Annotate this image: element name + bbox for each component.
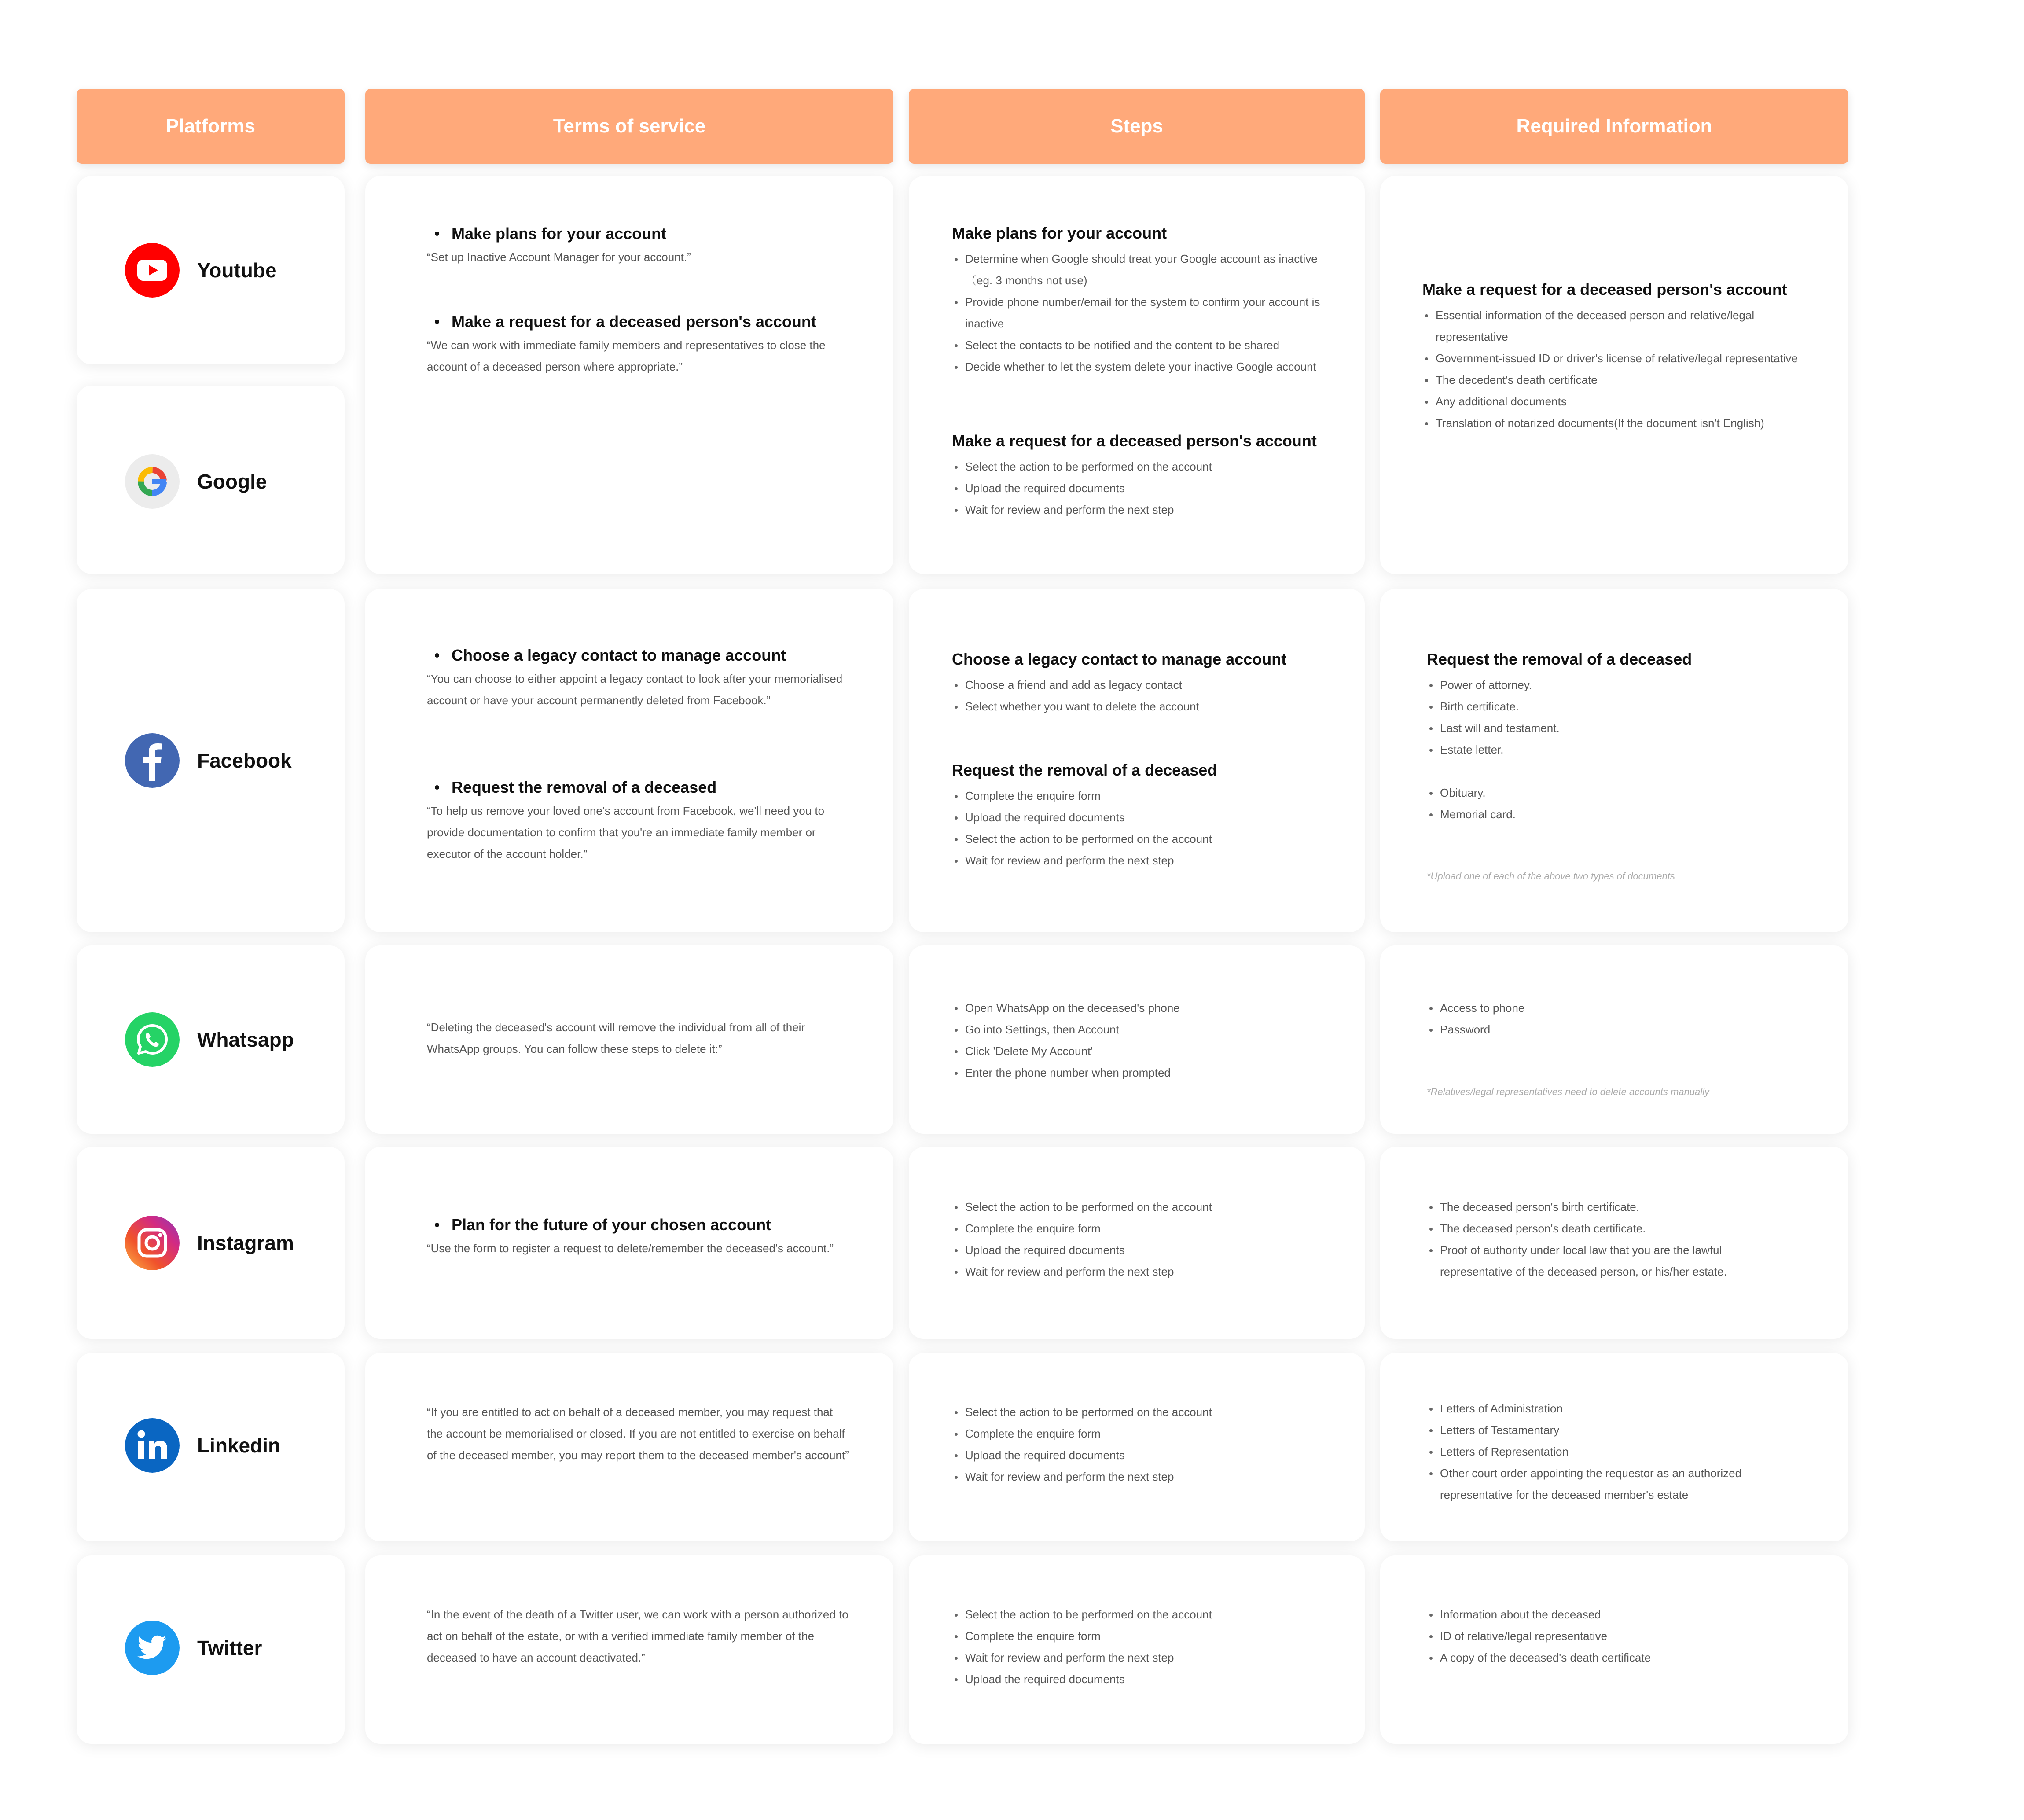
list-item: Select the action to be performed on the account [952,1401,1330,1423]
steps-section-title: Make a request for a deceased person's account [952,432,1317,450]
header-terms-of-service: Terms of service [365,89,893,164]
platform-name-whatsapp: Whatsapp [197,1028,294,1051]
list-item: Other court order appointing the requestor as an authorized representative for the deceased member's estate [1427,1463,1792,1506]
list-item: Provide phone number/email for the system to confirm your account is inactive [952,291,1330,335]
list-item: Memorial card. [1427,804,1823,825]
list-item: Go into Settings, then Account [952,1019,1330,1041]
tos-quote: “Set up Inactive Account Manager for your account.” [427,250,691,264]
steps-card-google [909,176,1365,574]
list-item: The decedent's death certificate [1422,369,1818,391]
required-list [1427,674,1823,761]
tos-quote: “If you are entitled to act on behalf of a deceased member, you may request that the account be memorialised or closed. If you are not entitled to exercise on behalf of the deceased member, you may report them to the deceased member's account” [427,1405,849,1462]
platform-name-linkedin: Linkedin [197,1434,281,1457]
list-item: Select the contacts to be notified and the content to be shared [952,335,1330,356]
tos-quote: “In the event of the death of a Twitter user, we can work with a person authorized to act on behalf of the estate, or with a verified immediate family member of the deceased to have an account deactivated.” [427,1608,849,1664]
tos-title: Make plans for your account [435,224,849,243]
platform-name-instagram: Instagram [197,1232,294,1254]
list-item: A copy of the deceased's death certificate [1427,1647,1805,1669]
required-list [1427,1196,1774,1283]
list-item: Power of attorney. [1427,674,1823,696]
tos-quote: “Use the form to register a request to delete/remember the deceased's account.” [427,1242,834,1255]
required-list [1422,305,1818,434]
platform-card-youtube [77,176,345,364]
steps-list [952,997,1330,1084]
steps-section-title: Request the removal of a deceased [952,761,1217,779]
steps-card-whatsapp [909,945,1365,1134]
required-list [1427,997,1805,1041]
tos-card-facebook [365,589,893,932]
required-card-linkedin [1380,1353,1848,1541]
tos-card-instagram [365,1147,893,1339]
header-platforms: Platforms [77,89,345,164]
list-item: Open WhatsApp on the deceased's phone [952,997,1330,1019]
required-card-facebook [1380,589,1848,932]
steps-card-twitter [909,1555,1365,1744]
list-item: Complete the enquire form [952,785,1330,807]
list-item: Complete the enquire form [952,1218,1330,1239]
list-item: Upload the required documents [952,1445,1330,1466]
linkedin-icon [125,1418,180,1473]
required-list [1427,1604,1805,1669]
list-item: Wait for review and perform the next step [952,1261,1330,1283]
header-required-information: Required Information [1380,89,1848,164]
required-section-title: Make a request for a deceased person's account [1422,280,1787,298]
tos-card-twitter [365,1555,893,1744]
steps-card-linkedin [909,1353,1365,1541]
platform-name-google: Google [197,470,267,493]
list-item: Select the action to be performed on the account [952,828,1330,850]
list-item: Upload the required documents [952,1239,1330,1261]
steps-section-title: Choose a legacy contact to manage account [952,650,1287,668]
steps-list [952,785,1330,871]
tos-title: Request the removal of a deceased [435,778,849,797]
list-item: Upload the required documents [952,478,1339,499]
tos-card-whatsapp [365,945,893,1134]
list-item: Translation of notarized documents(If the document isn't English) [1422,412,1818,434]
tos-quote: “We can work with immediate family members and representatives to close the account of a deceased person where appropriate.” [427,338,826,373]
steps-list [952,674,1330,717]
list-item: Wait for review and perform the next step [952,499,1339,521]
list-item: Decide whether to let the system delete your inactive Google account [952,356,1330,378]
required-card-instagram [1380,1147,1848,1339]
google-icon [125,454,180,509]
platform-name-twitter: Twitter [197,1636,262,1659]
tos-title: Make a request for a deceased person's account [435,313,849,331]
list-item: Upload the required documents [952,807,1330,828]
twitter-icon [125,1621,180,1675]
list-item: The deceased person's birth certificate. [1427,1196,1774,1218]
platform-name-facebook: Facebook [197,749,292,772]
required-note: *Relatives/legal representatives need to delete accounts manually [1427,1086,1710,1097]
header-steps: Steps [909,89,1365,164]
tos-title: Choose a legacy contact to manage account [435,646,849,665]
required-card-google [1380,176,1848,574]
list-item: Obituary. [1427,782,1823,804]
list-item: Essential information of the deceased person and relative/legal representative [1422,305,1818,348]
list-item: ID of relative/legal representative [1427,1625,1805,1647]
list-item: Click 'Delete My Account' [952,1041,1330,1062]
list-item: Password [1427,1019,1805,1041]
list-item: Complete the enquire form [952,1625,1330,1647]
list-item: Any additional documents [1422,391,1818,412]
instagram-icon [125,1216,180,1270]
list-item: Estate letter. [1427,739,1823,761]
tos-card-linkedin [365,1353,893,1541]
list-item: Last will and testament. [1427,717,1823,739]
steps-list [952,1196,1330,1283]
whatsapp-icon [125,1012,180,1067]
platform-card-twitter [77,1555,345,1744]
list-item: Letters of Representation [1427,1441,1792,1463]
list-item: Select the action to be performed on the account [952,1604,1330,1625]
list-item: Letters of Testamentary [1427,1419,1792,1441]
list-item: Complete the enquire form [952,1423,1330,1445]
platform-card-instagram [77,1147,345,1339]
required-card-whatsapp [1380,945,1848,1134]
steps-list [952,456,1339,521]
required-note: *Upload one of each of the above two types of documents [1427,871,1675,882]
platform-card-google [77,386,345,574]
list-item: Government-issued ID or driver's license of relative/legal representative [1422,348,1818,369]
platform-card-facebook [77,589,345,932]
list-item: Select the action to be performed on the account [952,1196,1330,1218]
required-list [1427,782,1823,825]
list-item: Choose a friend and add as legacy contact [952,674,1330,696]
tos-quote: “To help us remove your loved one's account from Facebook, we'll need you to provide documentation to confirm that you're an immediate family member or executor of the account holder.” [427,804,825,860]
list-item: Proof of authority under local law that you are the lawful representative of the deceased person, or his/her estate. [1427,1239,1774,1283]
list-item: Wait for review and perform the next step [952,850,1330,871]
list-item: Birth certificate. [1427,696,1823,717]
tos-title: Plan for the future of your chosen account [435,1216,849,1234]
platform-card-whatsapp [77,945,345,1134]
steps-card-facebook [909,589,1365,932]
steps-section-title: Make plans for your account [952,224,1167,242]
list-item: The deceased person's death certificate. [1427,1218,1774,1239]
platform-name-youtube: Youtube [197,259,277,282]
youtube-icon [125,243,180,298]
list-item: Determine when Google should treat your Google account as inactive （eg. 3 months not use) [952,248,1330,291]
tos-quote: “You can choose to either appoint a legacy contact to look after your memorialised account or have your account permanently deleted from Facebook.” [427,672,843,707]
required-list [1427,1398,1792,1506]
list-item: Enter the phone number when prompted [952,1062,1330,1084]
steps-list [952,1604,1330,1690]
tos-quote: “Deleting the deceased's account will remove the individual from all of their WhatsApp groups. You can follow these steps to delete it:” [427,1021,805,1055]
steps-list [952,248,1330,378]
required-card-twitter [1380,1555,1848,1744]
list-item: Select the action to be performed on the account [952,456,1339,478]
facebook-icon [125,733,180,788]
steps-list [952,1401,1330,1488]
platform-card-linkedin [77,1353,345,1541]
required-section-title: Request the removal of a deceased [1427,650,1692,668]
steps-card-instagram [909,1147,1365,1339]
list-item: Select whether you want to delete the account [952,696,1330,717]
list-item: Access to phone [1427,997,1805,1019]
tos-card-google [365,176,893,574]
list-item: Wait for review and perform the next step [952,1647,1330,1669]
list-item: Information about the deceased [1427,1604,1805,1625]
list-item: Wait for review and perform the next step [952,1466,1330,1488]
list-item: Upload the required documents [952,1669,1330,1690]
list-item: Letters of Administration [1427,1398,1792,1419]
